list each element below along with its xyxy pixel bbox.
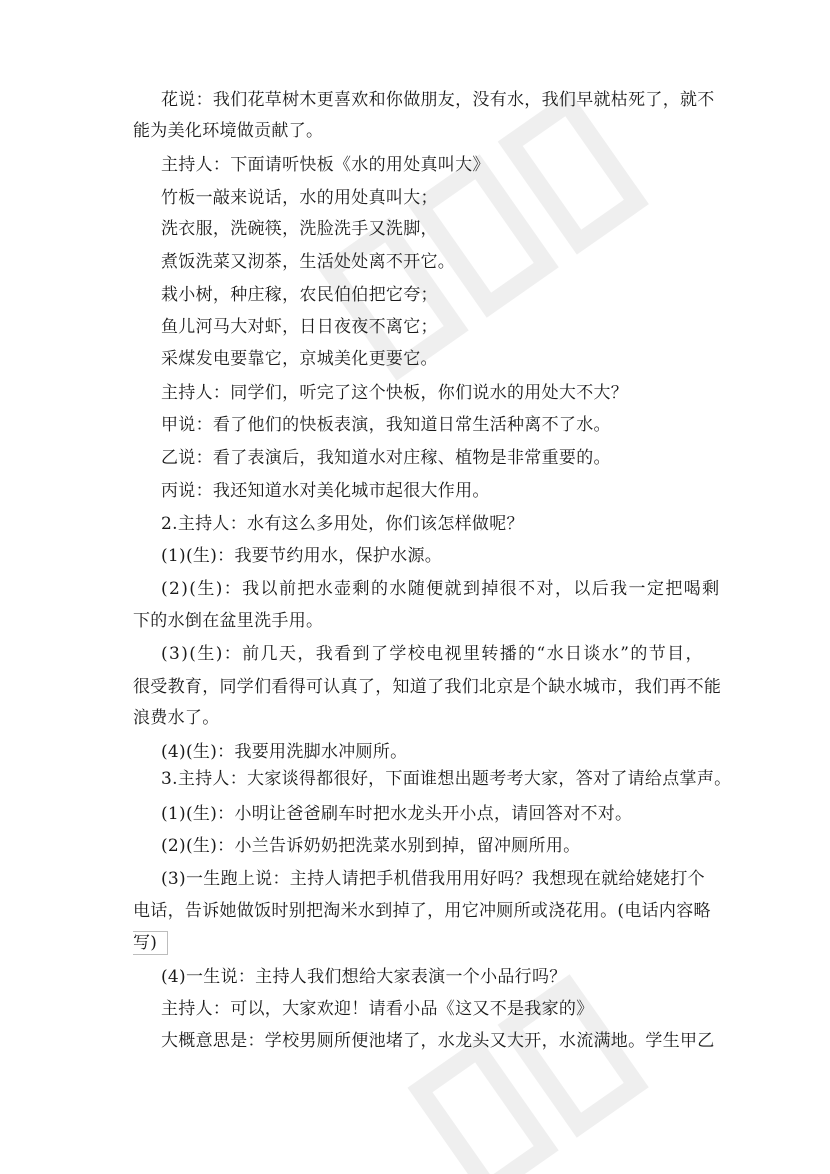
text-line: 2.主持人：水有这么多用处，你们该怎样做呢？: [161, 514, 524, 534]
text-line: (1)(生)：我要节约用水，保护水源。: [161, 546, 443, 566]
text-line: 浪费水了。: [133, 708, 220, 728]
text-line: 很受教育，同学们看得可认真了，知道了我们北京是个缺水城市，我们再不能: [133, 677, 722, 697]
text-line: 丙说：我还知道水对美化城市起很大作用。: [161, 481, 490, 501]
text-line: 大概意思是：学校男厕所便池堵了，水龙头又大开，水流满地。学生甲乙: [161, 1031, 715, 1051]
text-line: (4)一生说：主持人我们想给大家表演一个小品行吗？: [161, 967, 567, 987]
text-line: 花说：我们花草树木更喜欢和你做朋友，没有水，我们早就枯死了，就不: [161, 90, 715, 110]
text-line: 采煤发电要靠它，京城美化更要它。: [161, 349, 438, 369]
text-line: 3.主持人：大家谈得都很好，下面谁想出题考考大家，答对了请给点掌声。: [161, 769, 732, 789]
text-line: 能为美化环境做贡献了。: [133, 121, 324, 141]
text-line: 栽小树，种庄稼，农民伯伯把它夸；: [161, 285, 438, 305]
text-line: 主持人：同学们，听完了这个快板，你们说水的用处大不大？: [161, 383, 629, 403]
text-line: 电话，告诉她做饭时别把淘米水到掉了，用它冲厕所或浇花用。(电话内容略: [133, 901, 711, 921]
text-line: 主持人：可以，大家欢迎！请看小品《这又不是我家的》: [161, 999, 594, 1019]
text-line: (4)(生)：我要用洗脚水冲厕所。: [161, 742, 408, 762]
text-line: 写): [133, 931, 168, 955]
text-line: 下的水倒在盆里洗手用。: [133, 611, 324, 631]
text-line: (2)(生)：我以前把水壶剩的水随便就到掉很不对，以后我一定把喝剩: [161, 579, 721, 599]
text-line: 甲说：看了他们的快板表演，我知道日常生活种离不了水。: [161, 415, 611, 435]
text-line: (3)(生)：前几天，我看到了学校电视里转播的“水日谈水”的节目，: [161, 644, 704, 664]
text-line: 煮饭洗菜又沏茶，生活处处离不开它。: [161, 252, 456, 272]
text-line: (3)一生跑上说：主持人请把手机借我用用好吗？我想现在就给姥姥打个: [161, 869, 705, 889]
text-line: 洗衣服，洗碗筷，洗脸洗手又洗脚，: [161, 219, 438, 239]
text-line: (1)(生)：小明让爸爸刷车时把水龙头开小点，请回答对不对。: [161, 804, 633, 824]
text-line: (2)(生)：小兰告诉奶奶把洗菜水别到掉，留冲厕所用。: [161, 836, 581, 856]
text-line: 竹板一敲来说话，水的用处真叫大；: [161, 188, 438, 208]
text-line: 乙说：看了表演后，我知道水对庄稼、植物是非常重要的。: [161, 448, 611, 468]
text-line: 主持人：下面请听快板《水的用处真叫大》: [161, 155, 490, 175]
text-line: 鱼儿河马大对虾，日日夜夜不离它；: [161, 317, 438, 337]
